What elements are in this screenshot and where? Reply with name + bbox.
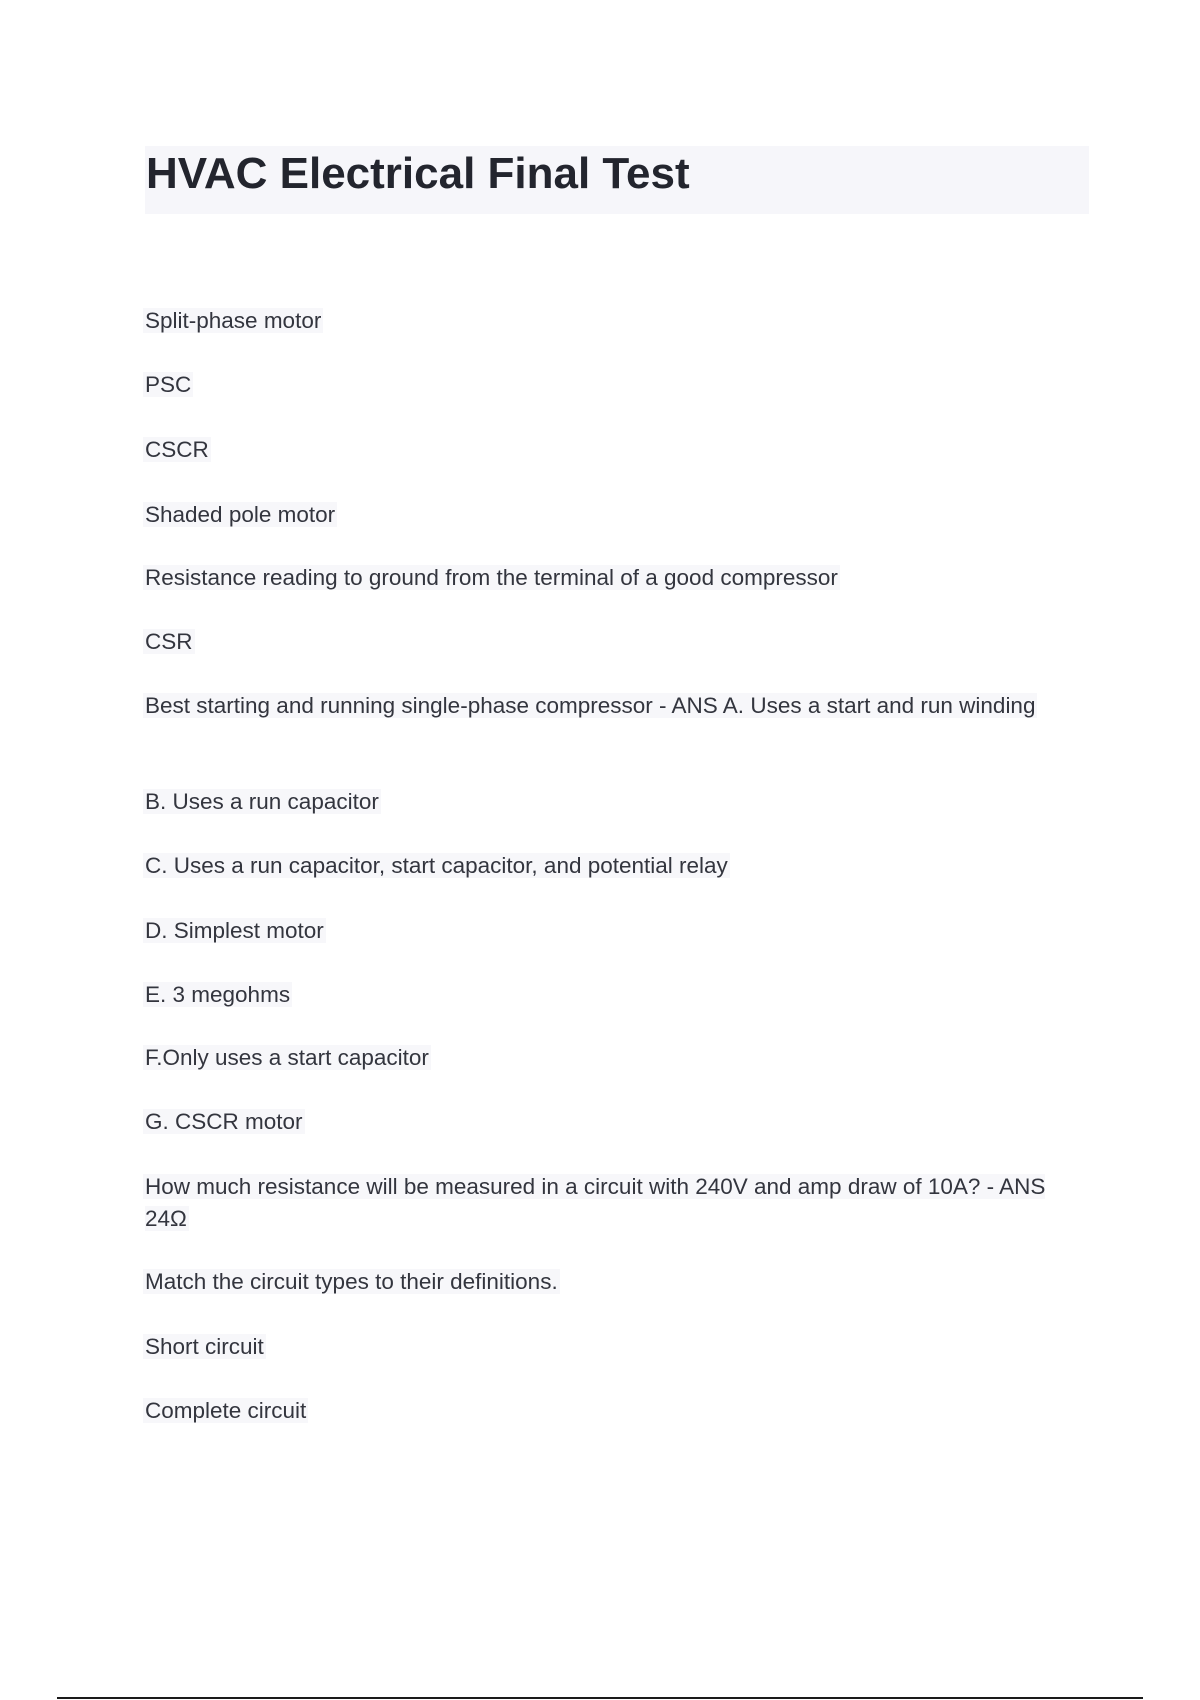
text-line: Split-phase motor: [145, 308, 322, 333]
text-line: D. Simplest motor: [145, 918, 324, 943]
text-line: Match the circuit types to their definitions.: [145, 1269, 558, 1294]
text-line: Shaded pole motor: [145, 502, 336, 527]
text-line: CSR: [145, 629, 193, 654]
bottom-rule: [57, 1697, 1143, 1699]
text-line: E. 3 megohms: [145, 982, 291, 1007]
text-line: How much resistance will be measured in a circuit with 240V and amp draw of 10A? - ANS 24Ω: [145, 1174, 1046, 1231]
text-line: PSC: [145, 372, 192, 397]
text-line: C. Uses a run capacitor, start capacitor, and potential relay: [145, 853, 728, 878]
text-line: Resistance reading to ground from the terminal of a good compressor: [145, 565, 838, 590]
text-line: Short circuit: [145, 1334, 264, 1359]
text-line: CSCR: [145, 437, 209, 462]
text-line: G. CSCR motor: [145, 1109, 303, 1134]
text-line: Best starting and running single-phase compressor - ANS A. Uses a start and run winding: [145, 693, 1036, 718]
page-title: HVAC Electrical Final Test: [146, 149, 690, 198]
text-line: Complete circuit: [145, 1398, 307, 1423]
text-line: F.Only uses a start capacitor: [145, 1045, 429, 1070]
text-line: B. Uses a run capacitor: [145, 789, 379, 814]
